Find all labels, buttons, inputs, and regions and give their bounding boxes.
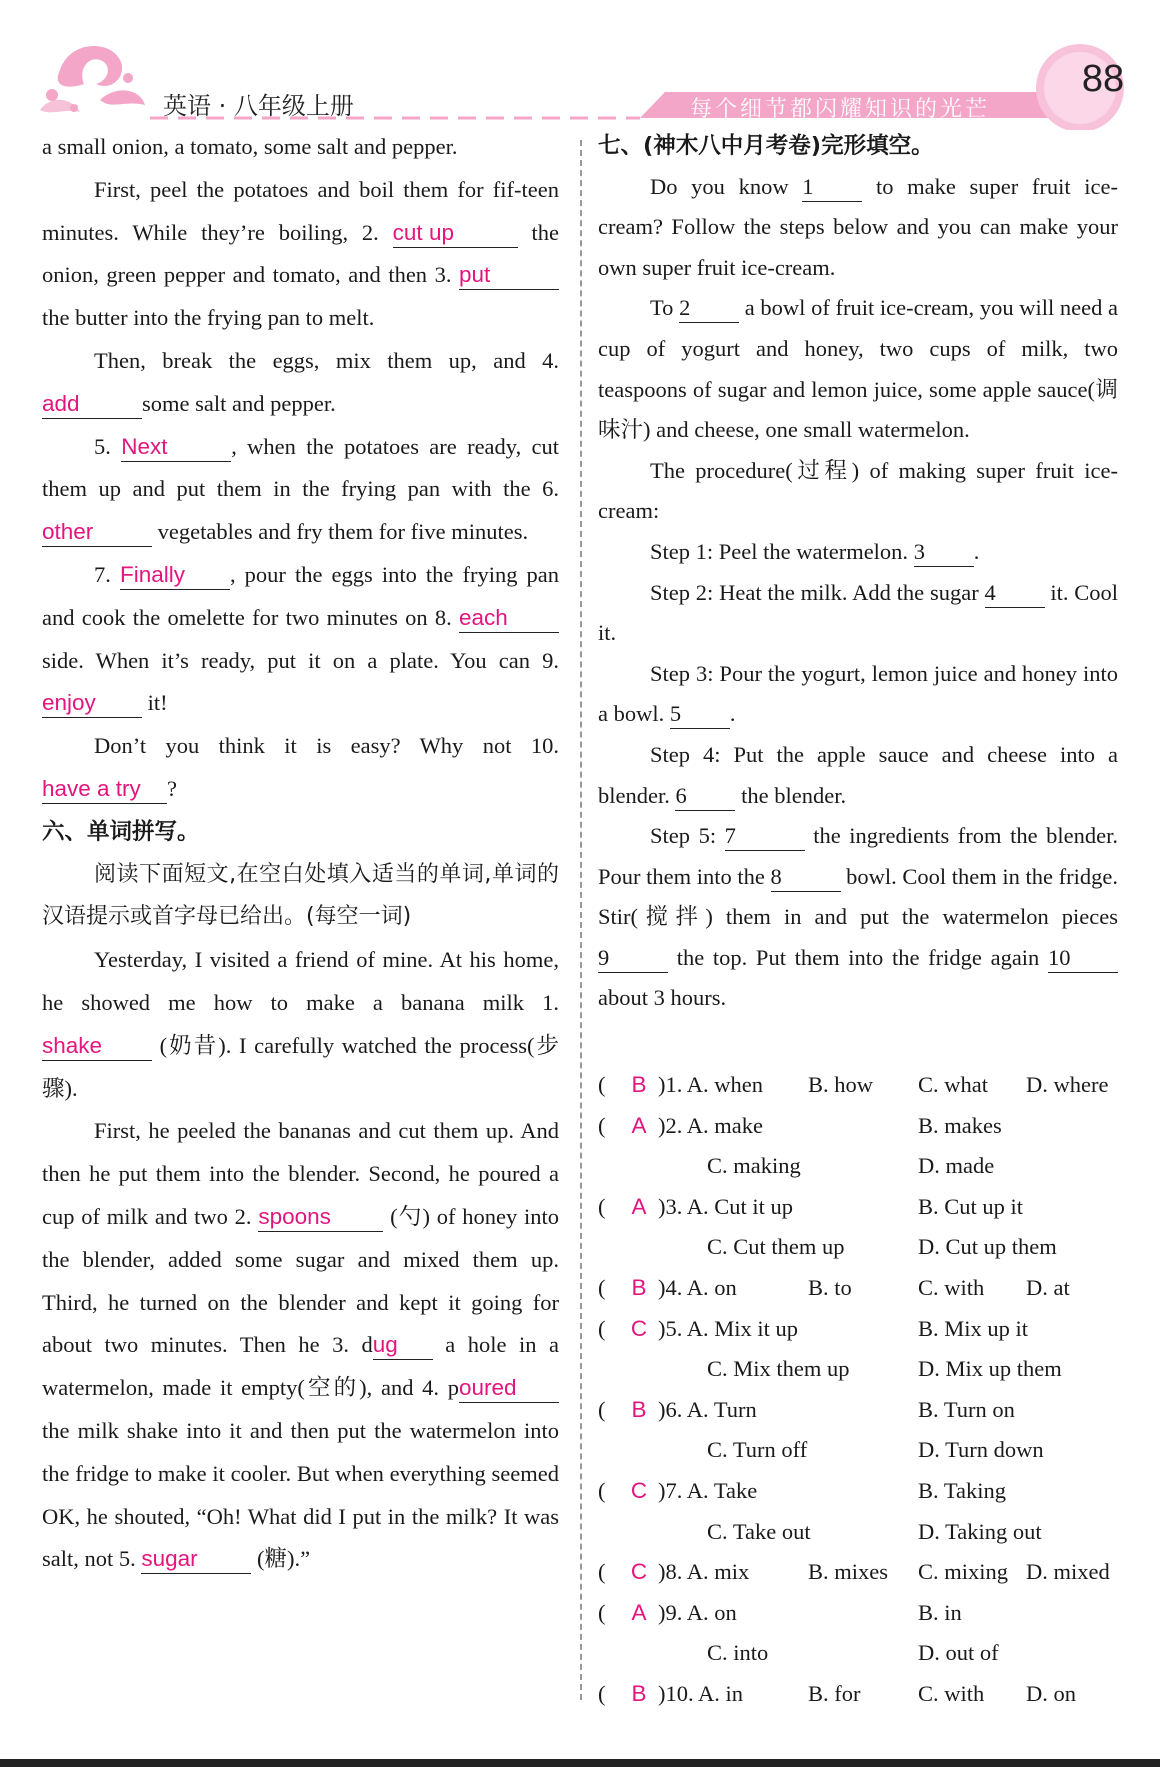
option-c: C. mixing xyxy=(918,1559,1009,1585)
text: the ingredients from the blender. Pour them into the xyxy=(598,823,1118,889)
option-a: )2. A. make xyxy=(658,1112,763,1138)
text: it! xyxy=(147,690,168,716)
paragraph xyxy=(42,169,559,340)
option-c: C. into xyxy=(707,1640,769,1666)
paren: ( xyxy=(598,1315,606,1341)
cloze-blank-5: 5 xyxy=(670,700,730,729)
option-c: C. Mix them up xyxy=(707,1356,850,1382)
cloze-blank-4: 4 xyxy=(985,579,1045,608)
text: the milk shake into it and then put the watermelon into the fridge to make it cooler. But when everything seemed OK, he shouted, “Oh! What did I put in the milk? It was salt, not 5. xyxy=(42,1417,559,1572)
answer-blank-3[interactable]: put xyxy=(459,261,559,290)
text: First, he peeled the bananas and cut them up. And then he put them into the blender. Second, he poured a cup of milk and two 2. xyxy=(42,1118,559,1229)
cloze-blank-6: 6 xyxy=(675,782,735,811)
answer-letter[interactable]: C xyxy=(630,1477,648,1503)
question-row xyxy=(598,1471,1128,1512)
paren: ( xyxy=(598,1680,606,1706)
text: First, peel the potatoes and boil them for fif-teen minutes. While they’re boiling, 2. xyxy=(42,176,559,245)
question-row xyxy=(598,1187,1128,1228)
section-6-title: 六、单词拼写。 xyxy=(42,818,200,845)
text: a small onion, a tomato, some salt and pepper. xyxy=(42,134,458,159)
spelling-blank-5[interactable]: sugar xyxy=(141,1545,251,1574)
option-d: D. Taking out xyxy=(918,1518,1042,1544)
cloze-blank-8: 8 xyxy=(771,863,841,892)
question-row-cont xyxy=(598,1430,1128,1471)
text: it. Cool it. xyxy=(598,579,1119,646)
option-a: )3. A. Cut it up xyxy=(658,1193,794,1219)
paragraph xyxy=(42,1110,559,1581)
page-header xyxy=(0,0,1160,130)
option-b: B. in xyxy=(918,1599,962,1625)
option-b: B. how xyxy=(808,1072,874,1097)
step-4 xyxy=(598,735,1118,816)
answer-blank-2[interactable]: cut up xyxy=(393,219,518,248)
option-c: C. with xyxy=(918,1680,985,1706)
spelling-blank-2[interactable]: spoons xyxy=(258,1203,383,1232)
answer-letter[interactable]: B xyxy=(631,1680,647,1706)
text: to make super fruit ice-cream? Follow the steps below and you can make your own super fruit ice-cream. xyxy=(598,173,1119,280)
question-row-cont xyxy=(598,1633,1128,1674)
text: Step 3: Pour the yogurt, lemon juice and honey into a bowl. xyxy=(598,660,1118,727)
header-slogan: 每个细节都闪耀知识的光芒 xyxy=(690,97,991,122)
option-a: )4. A. on xyxy=(658,1274,737,1300)
option-c: C. Cut them up xyxy=(707,1234,845,1260)
answer-blank-5[interactable]: Next xyxy=(121,433,231,462)
answer-letter[interactable]: B xyxy=(631,1396,647,1422)
answer-letter[interactable]: B xyxy=(631,1274,647,1300)
text: the onion, green pepper and tomato, and then 3. xyxy=(42,219,560,288)
text: (勺) of honey into the blender, added some sugar and mixed them up. Third, he turned on the blender and kept it going for about two minutes. Then he 3. d xyxy=(42,1203,560,1358)
text: (奶昔). I carefully watched the process(步骤). xyxy=(42,1032,559,1101)
paren: ( xyxy=(598,1599,606,1625)
question-row xyxy=(598,1309,1128,1350)
page-number: 88 xyxy=(1081,58,1125,100)
text: 5. xyxy=(94,433,111,459)
option-c: C. Turn off xyxy=(707,1437,808,1463)
answer-blank-7[interactable]: Finally xyxy=(120,561,230,590)
text: , when the potatoes are ready, cut them up and put them in the frying pan with the 6. xyxy=(42,433,560,502)
option-b: B. Turn on xyxy=(918,1396,1015,1422)
column-divider xyxy=(580,140,582,1700)
option-c: C. with xyxy=(918,1274,985,1300)
option-c: C. Take out xyxy=(707,1518,811,1544)
answer-letter[interactable]: C xyxy=(630,1559,648,1585)
text: Step 4: Put the apple sauce and cheese into a blender. xyxy=(598,741,1118,808)
text: some salt and pepper. xyxy=(142,390,336,416)
spelling-blank-3[interactable]: ug xyxy=(373,1331,433,1360)
cloze-blank-9: 9 xyxy=(598,944,668,973)
text: Step 1: Peel the watermelon. xyxy=(650,538,909,564)
text: . xyxy=(973,538,980,564)
spelling-blank-1[interactable]: shake xyxy=(42,1032,152,1061)
cloze-blank-3: 3 xyxy=(914,538,974,567)
section-6-instructions: 阅读下面短文,在空白处填入适当的单词,单词的汉语提示或首字母已给出。(每空一词) xyxy=(42,861,559,930)
text: Do you know xyxy=(650,173,789,199)
question-row xyxy=(598,1552,1128,1593)
question-row xyxy=(598,1268,1128,1309)
answer-blank-6[interactable]: other xyxy=(42,518,152,547)
text: a hole in a watermelon, made it empty(空的), and 4. p xyxy=(42,1332,560,1401)
cloze-blank-2: 2 xyxy=(679,294,739,323)
option-a: )6. A. Turn xyxy=(658,1396,757,1422)
option-a: )1. A. when xyxy=(658,1072,763,1097)
cloze-blank-7: 7 xyxy=(725,822,805,851)
option-a: )7. A. Take xyxy=(658,1477,758,1503)
text: (糖).” xyxy=(257,1546,311,1572)
option-b: B. for xyxy=(808,1680,861,1706)
option-d: D. made xyxy=(918,1153,995,1179)
paren: ( xyxy=(598,1559,606,1585)
option-b: B. makes xyxy=(918,1112,1002,1138)
option-d: D. Cut up them xyxy=(918,1234,1057,1260)
paren: ( xyxy=(598,1193,606,1219)
paragraph xyxy=(42,426,559,554)
answer-blank-8[interactable]: each xyxy=(459,604,559,633)
text: . xyxy=(729,701,736,727)
paren: ( xyxy=(598,1112,606,1138)
text: , pour the eggs into the frying pan and cook the omelette for two minutes on 8. xyxy=(42,561,560,630)
step-1 xyxy=(598,532,1118,573)
paragraph xyxy=(42,725,559,811)
question-row-cont xyxy=(598,1512,1128,1553)
cloze-blank-10: 10 xyxy=(1048,944,1118,973)
text: a bowl of fruit ice-cream, you will need a cup of yogurt and honey, two cups of milk, two teaspoons of sugar and lemon juice, some apple sauce(调味汁) and cheese, one small watermelon. xyxy=(598,295,1119,443)
paragraph xyxy=(42,554,559,725)
option-b: B. to xyxy=(808,1274,852,1300)
option-c: C. making xyxy=(707,1153,801,1179)
question-row xyxy=(598,1065,1128,1106)
text: ? xyxy=(167,775,177,801)
option-d: D. where xyxy=(1026,1072,1109,1097)
book-title: 英语 · 八年级上册 xyxy=(163,92,354,120)
paragraph xyxy=(42,939,559,1110)
answer-letter[interactable]: A xyxy=(631,1193,647,1219)
option-a: )5. A. Mix it up xyxy=(658,1315,799,1341)
question-row-cont xyxy=(598,1146,1128,1187)
option-d: D. at xyxy=(1026,1274,1070,1300)
question-row xyxy=(598,1390,1128,1431)
option-d: D. out of xyxy=(918,1640,999,1666)
answer-blank-10[interactable]: have a try xyxy=(42,775,167,804)
paragraph xyxy=(42,340,559,426)
question-row-cont xyxy=(598,1227,1128,1268)
text: vegetables and fry them for five minutes. xyxy=(157,519,529,545)
paren: ( xyxy=(598,1274,606,1300)
text: Then, break the eggs, mix them up, and 4. xyxy=(94,347,559,373)
answer-letter[interactable]: A xyxy=(631,1112,647,1138)
option-b: B. Cut up it xyxy=(918,1193,1024,1219)
step-3 xyxy=(598,654,1118,735)
text: side. When it’s ready, put it on a plate. You can 9. xyxy=(42,647,559,673)
option-d: D. mixed xyxy=(1026,1559,1110,1585)
paragraph xyxy=(42,126,559,169)
option-d: D. Turn down xyxy=(918,1437,1044,1463)
text: the butter into the frying pan to melt. xyxy=(42,305,375,331)
answer-letter[interactable]: C xyxy=(630,1315,648,1341)
text: Step 5: xyxy=(650,823,717,849)
paren: ( xyxy=(598,1396,606,1422)
paren: ( xyxy=(598,1072,606,1097)
option-b: B. Mix up it xyxy=(918,1315,1029,1341)
text: 7. xyxy=(94,561,111,587)
option-a: )8. A. mix xyxy=(658,1559,750,1585)
step-2 xyxy=(598,573,1118,654)
question-row xyxy=(598,1593,1128,1634)
text: about 3 hours. xyxy=(598,985,727,1011)
answer-letter[interactable]: B xyxy=(631,1072,647,1097)
paren: ( xyxy=(598,1477,606,1503)
paragraph xyxy=(598,288,1118,450)
paragraph: The procedure(过程) of making super fruit ice-cream: xyxy=(598,457,1118,524)
bottom-bar xyxy=(0,1759,1160,1767)
section-7-title: 七、(神木八中月考卷)完形填空。 xyxy=(598,133,934,159)
text: To xyxy=(650,295,674,321)
answer-blank-9[interactable]: enjoy xyxy=(42,689,142,718)
text: Yesterday, I visited a friend of mine. At his home, he showed me how to make a banana milk 1. xyxy=(42,947,559,1015)
question-row xyxy=(598,1106,1128,1147)
option-a: )10. A. in xyxy=(658,1680,744,1706)
question-row xyxy=(598,1674,1128,1715)
option-b: B. mixes xyxy=(808,1559,889,1585)
cloze-blank-1: 1 xyxy=(802,173,862,202)
text: the top. Put them into the fridge again xyxy=(676,944,1040,970)
step-5 xyxy=(598,816,1118,1019)
text: bowl. Cool them in the fridge. Stir(搅拌) them in and put the watermelon pieces xyxy=(598,863,1119,930)
option-d: D. on xyxy=(1026,1680,1076,1706)
text: the blender. xyxy=(741,782,847,808)
spelling-blank-4[interactable]: oured xyxy=(459,1374,559,1403)
paragraph xyxy=(598,167,1118,289)
text: Step 2: Heat the milk. Add the sugar xyxy=(650,579,979,605)
options-list xyxy=(598,1065,1128,1715)
left-column xyxy=(42,126,559,1581)
option-c: C. what xyxy=(918,1072,988,1097)
option-d: D. Mix up them xyxy=(918,1356,1062,1382)
right-column xyxy=(598,126,1118,1019)
option-a: )9. A. on xyxy=(658,1599,737,1625)
text: Don’t you think it is easy? Why not 10. xyxy=(94,733,559,759)
question-row-cont xyxy=(598,1349,1128,1390)
option-b: B. Taking xyxy=(918,1477,1007,1503)
answer-blank-4[interactable]: add xyxy=(42,390,142,419)
answer-letter[interactable]: A xyxy=(631,1599,647,1625)
